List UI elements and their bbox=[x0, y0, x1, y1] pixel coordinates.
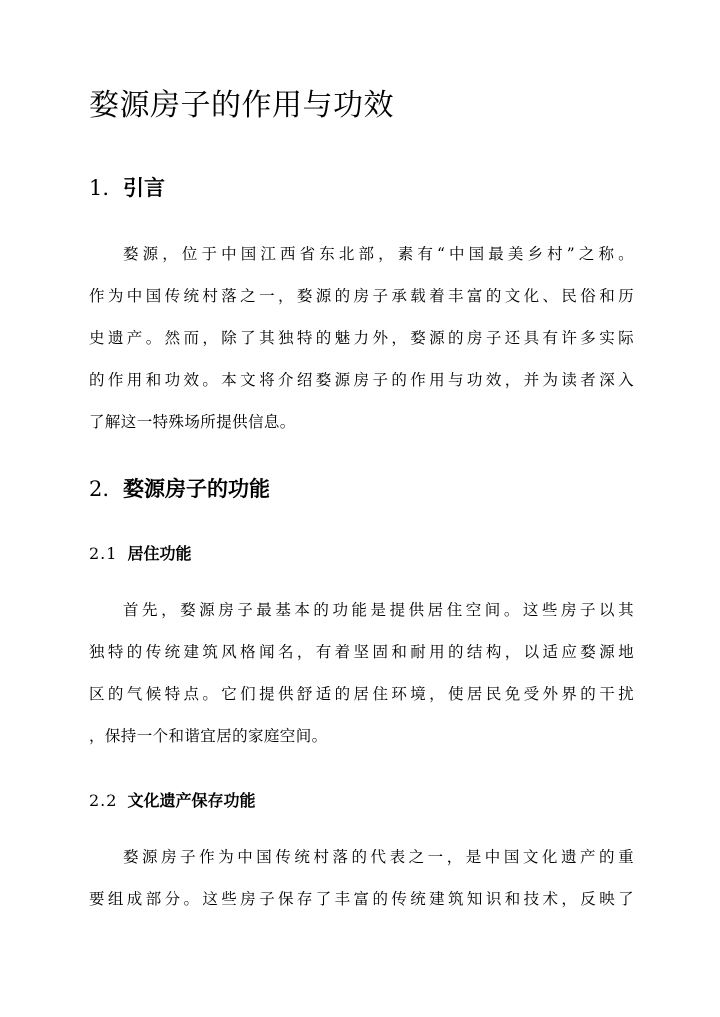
subsection-2-2-paragraph bbox=[89, 836, 634, 920]
section-2-number: 2. bbox=[89, 477, 110, 501]
paragraph-line: 婺源房子作为中国传统村落的代表之一，是中国文化遗产的重 bbox=[123, 848, 634, 866]
document-title: 婺源房子的作用与功效 bbox=[89, 88, 394, 123]
section-1-heading bbox=[89, 172, 165, 204]
subsection-2-2-number: 2.2 bbox=[89, 791, 118, 810]
paragraph-line: 作为中国传统村落之一，婺源的房子承载着丰富的文化、民俗和历 bbox=[89, 287, 634, 305]
paragraph-line: 了解这一特殊场所提供信息。 bbox=[89, 413, 296, 431]
paragraph-line: 区的气候特点。它们提供舒适的居住环境，使居民免受外界的干扰 bbox=[89, 685, 634, 703]
subsection-2-1-number: 2.1 bbox=[89, 544, 118, 563]
section-1-number: 1. bbox=[89, 176, 110, 200]
paragraph-line: ，保持一个和谐宜居的家庭空间。 bbox=[89, 727, 328, 745]
subsection-2-1-title: 居住功能 bbox=[127, 544, 192, 563]
subsection-2-2-title: 文化遗产保存功能 bbox=[127, 791, 256, 810]
paragraph-line: 的作用和功效。本文将介绍婺源房子的作用与功效，并为读者深入 bbox=[89, 371, 634, 389]
paragraph-line: 要组成部分。这些房子保存了丰富的传统建筑知识和技术，反映了 bbox=[89, 890, 634, 908]
paragraph-line: 独特的传统建筑风格闻名，有着坚固和耐用的结构，以适应婺源地 bbox=[89, 643, 634, 661]
paragraph-line: 婺源，位于中国江西省东北部，素有“中国最美乡村”之称。 bbox=[123, 245, 634, 263]
section-1-paragraph bbox=[89, 233, 634, 443]
subsection-2-2-heading bbox=[89, 788, 255, 814]
section-2-title: 婺源房子的功能 bbox=[123, 476, 271, 501]
subsection-2-1-paragraph bbox=[89, 589, 634, 757]
section-2-heading bbox=[89, 473, 270, 505]
section-1-title: 引言 bbox=[123, 175, 166, 200]
subsection-2-1-heading bbox=[89, 541, 191, 567]
paragraph-line: 史遗产。然而，除了其独特的魅力外，婺源的房子还具有许多实际 bbox=[89, 329, 634, 347]
paragraph-line: 首先，婺源房子最基本的功能是提供居住空间。这些房子以其 bbox=[123, 601, 634, 619]
